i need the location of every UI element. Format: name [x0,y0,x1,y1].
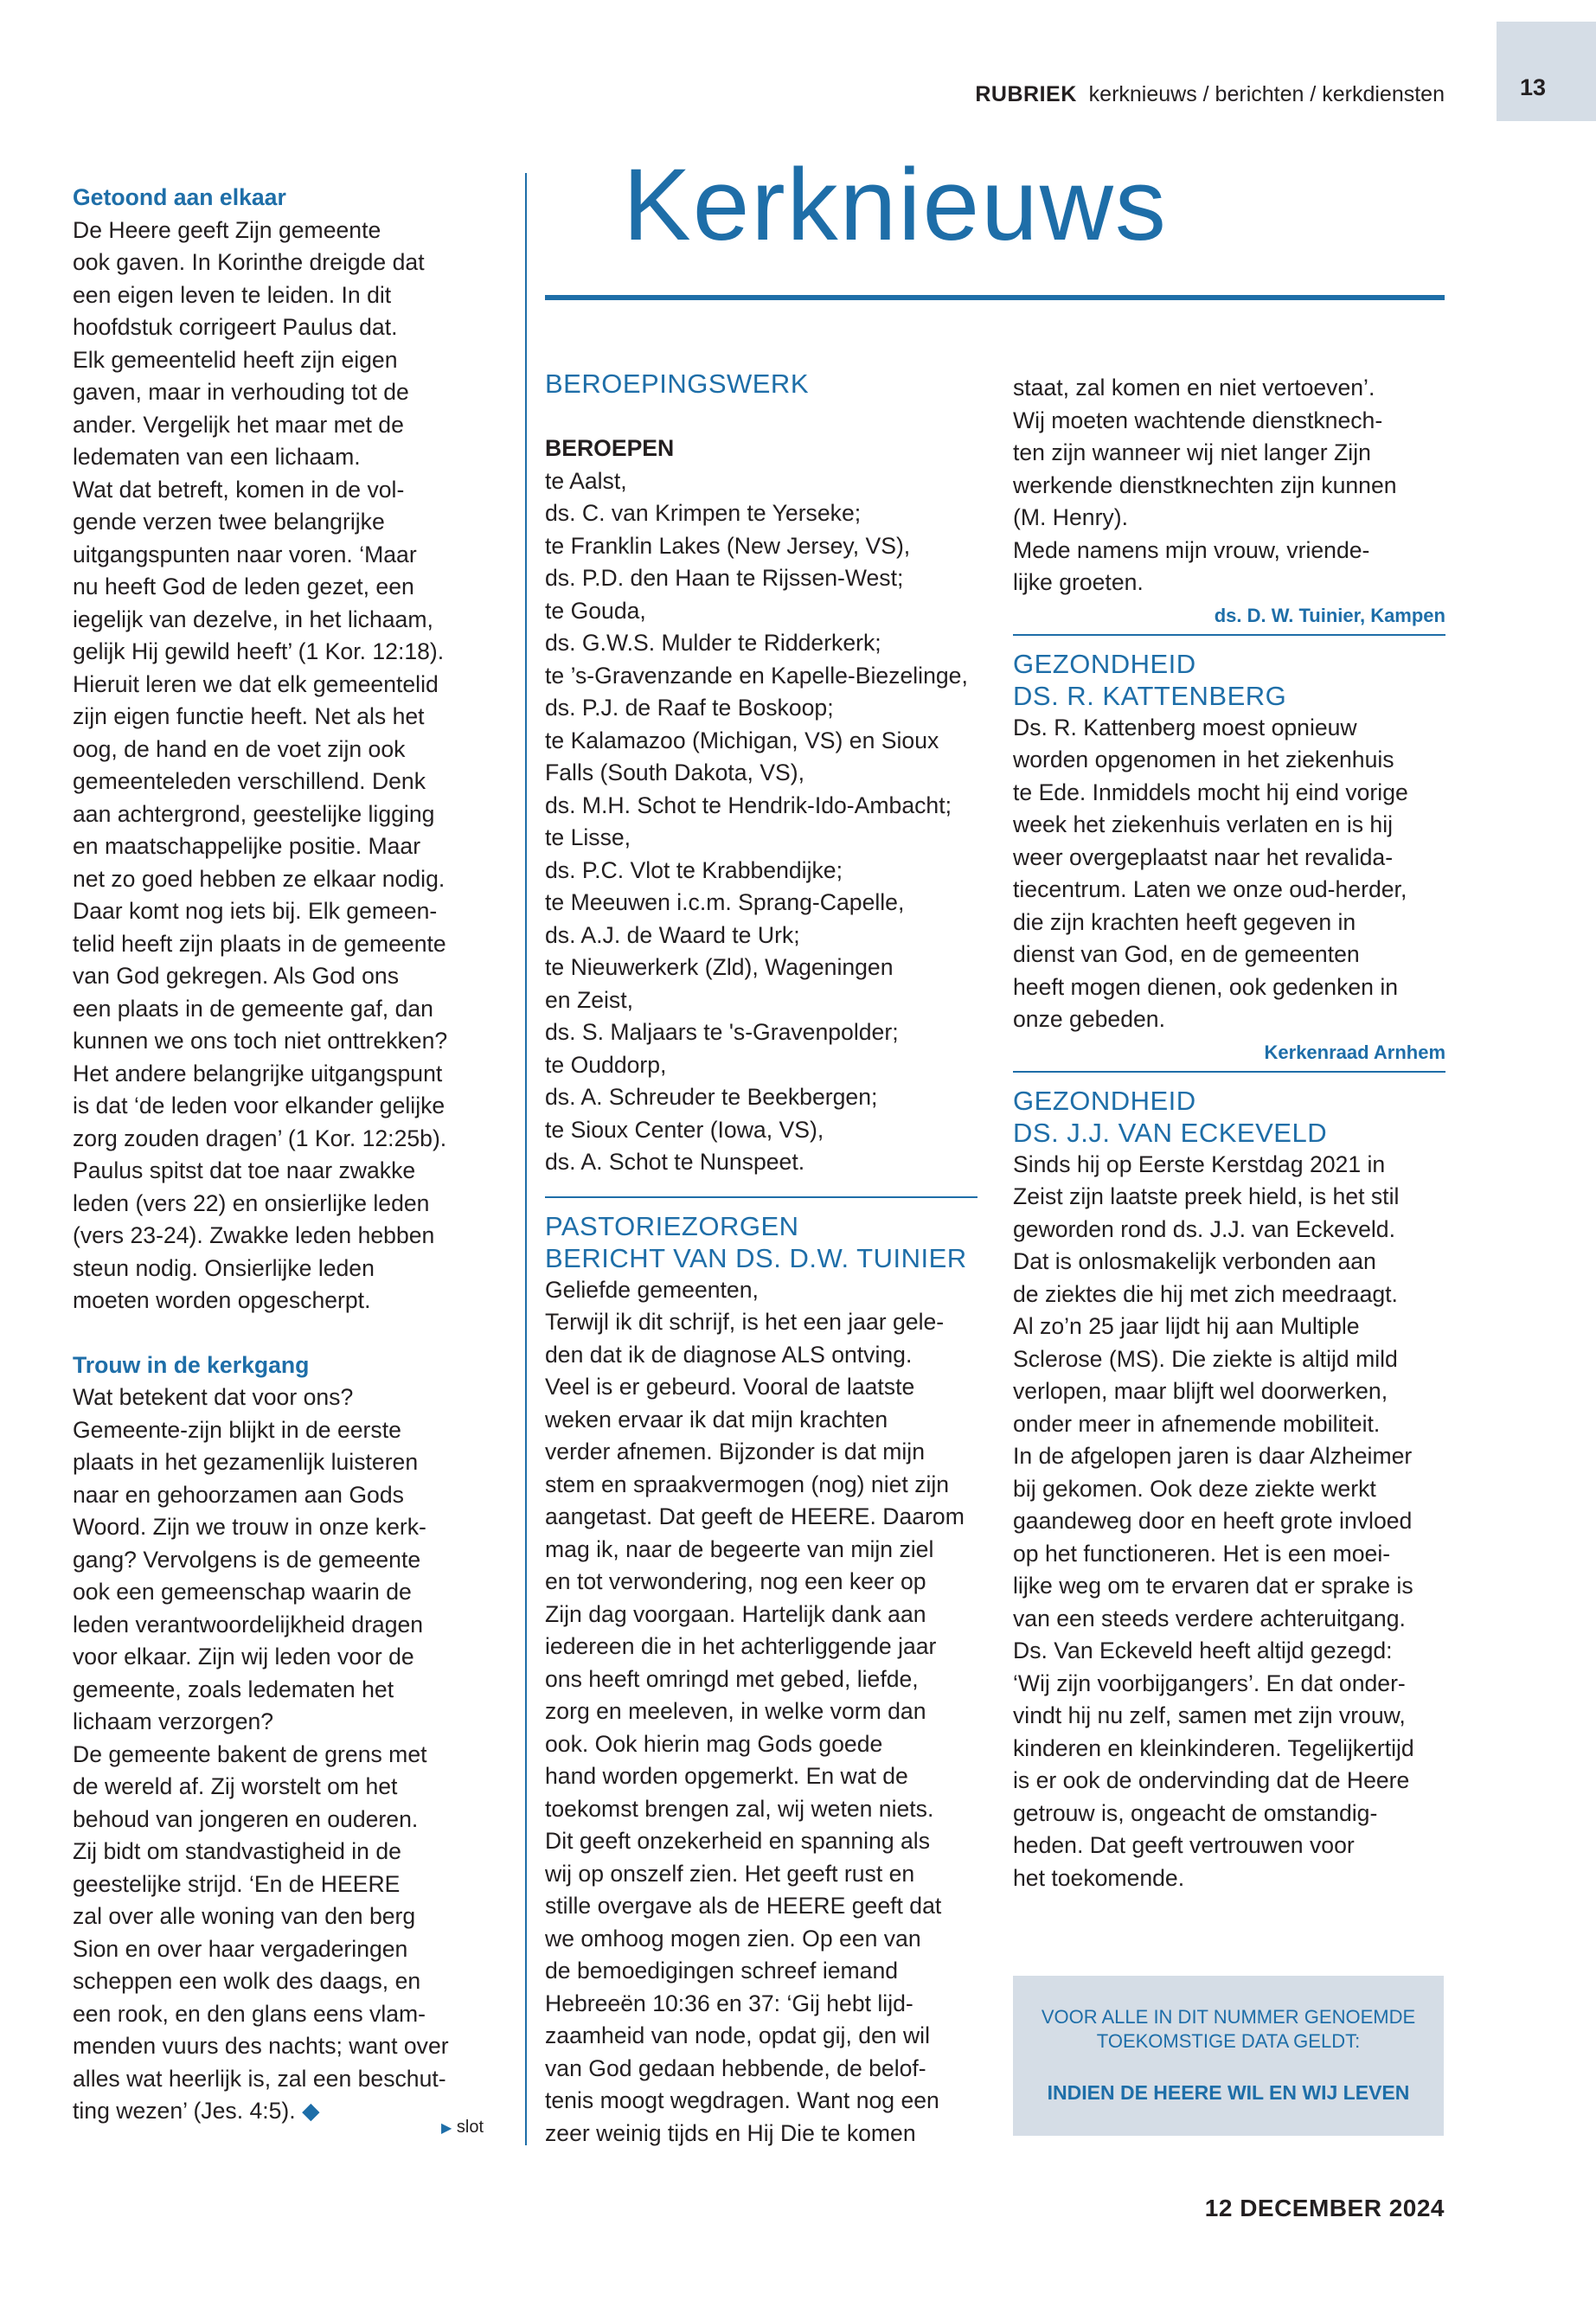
section-body-getoond [73,215,505,1317]
text-line: leden (vers 22) en onsierlijke leden [73,1189,430,1216]
text-line: Terwijl ik dit schrijf, is het een jaar gele- [545,1309,945,1335]
text-line: staat, zal komen en niet vertoeven’. [1013,375,1375,401]
text-line: Hieruit leren we dat elk gemeentelid [73,670,439,697]
text-line: ‘Wij zijn voorbijgangers’. En dat onder- [1013,1670,1406,1696]
pastoriezorgen-continuation [1013,372,1445,599]
text-line: hand worden opgemerkt. En wat de [545,1763,908,1789]
text-line: te Kalamazoo (Michigan, VS) en Sioux [545,727,939,753]
text-line: zorg zouden dragen’ (1 Kor. 12:25b). [73,1125,447,1151]
text-line: Wat dat betreft, komen in de vol- [73,476,405,503]
text-line: heeft mogen dienen, ook gedenken in [1013,973,1399,1000]
text-line: kunnen we ons toch niet onttrekken? [73,1028,448,1054]
text-line: zijn eigen functie heeft. Net als het [73,703,425,729]
kattenberg-body [1013,712,1445,1036]
right-column [1013,372,1445,1894]
text-line: vindt hij nu zelf, samen met zijn vrouw, [1013,1702,1406,1728]
pastoriezorgen-title-1: PASTORIEZORGEN [545,1210,799,1241]
text-line: van een steeds verdere achteruitgang. [1013,1605,1406,1631]
text-line: lijke weg om te ervaren dat er sprake is [1013,1573,1413,1599]
text-line: gaandeweg door en heeft grote invloed [1013,1508,1413,1534]
text-line: lichaam verzorgen? [73,1708,274,1734]
section-rule [1013,1071,1445,1073]
text-line: Elk gemeentelid heeft zijn eigen [73,346,398,373]
pastoriezorgen-body [545,1274,977,2150]
text-line: op het functioneren. Het is een moei- [1013,1540,1391,1567]
text-line: zorg en meeleven, in welke vorm dan [545,1698,926,1724]
text-line: moeten worden opgescherpt. [73,1287,371,1313]
text-line: van God gekregen. Als God ons [73,963,399,989]
text-line: zal over alle woning van den berg [73,1903,416,1929]
text-line: kinderen en kleinkinderen. Tegelijkertijd [1013,1734,1414,1761]
text-line: is er ook de ondervinding dat de Heere [1013,1767,1410,1793]
text-line: stille overgave als de HEERE geeft dat [545,1893,942,1919]
text-line: Falls (South Dakota, VS), [545,760,805,785]
text-line: Ds. Van Eckeveld heeft altijd gezegd: [1013,1638,1393,1663]
text-line: uitgangspunten naar voren. ‘Maar [73,541,417,567]
text-line: heden. Dat geeft vertrouwen voor [1013,1832,1355,1858]
section-rule [545,1196,977,1198]
text-line: wij op onszelf zien. Het geeft rust en [545,1860,915,1887]
text-line: weer overgeplaatst naar het revalida- [1013,843,1394,870]
text-line: te ’s-Gravenzande en Kapelle-Biezelinge, [545,662,968,689]
text-line: stem en spraakvermogen (nog) niet zijn [545,1471,950,1497]
text-line: ons heeft omringd met gebed, liefde, [545,1665,919,1692]
text-line: scheppen een wolk des daags, en [73,1968,421,1994]
text-line: van God gedaan hebbende, de belof- [545,2054,926,2081]
text-line: Sion en over haar vergaderingen [73,1935,408,1962]
triangle-right-icon: ▶ [441,2121,452,2136]
text-line: ds. S. Maljaars te 's-Gravenpolder; [545,1019,899,1045]
text-line: Zeist zijn laatste preek hield, is het stil [1013,1183,1400,1209]
text-line: te Franklin Lakes (New Jersey, VS), [545,532,911,559]
text-line: naar en gehoorzamen aan Gods [73,1481,404,1508]
text-line: In de afgelopen jaren is daar Alzheimer [1013,1443,1413,1469]
text-line: Sinds hij op Eerste Kerstdag 2021 in [1013,1150,1386,1177]
text-line: een eigen leven te leiden. In dit [73,281,392,308]
text-line: zeer weinig tijds en Hij Die te komen [545,2119,916,2146]
text-line: gaven, maar in verhouding tot de [73,379,409,405]
text-line: en maatschappelijke positie. Maar [73,833,421,859]
text-line: gelijk Hij gewild heeft’ (1 Kor. 12:18). [73,638,445,664]
text-line: ook een gemeenschap waarin de [73,1579,412,1605]
eckeveld-title-1: GEZONDHEID [1013,1085,1196,1116]
text-line: Gemeente-zijn blijkt in de eerste [73,1416,401,1443]
text-line: ds. A.J. de Waard te Urk; [545,921,800,948]
text-line: week het ziekenhuis verlaten en is hij [1013,811,1394,837]
text-line: Veel is er gebeurd. Vooral de laatste [545,1374,915,1400]
text-line: te Nieuwerkerk (Zld), Wageningen [545,954,894,980]
text-line: bij gekomen. Ook deze ziekte werkt [1013,1475,1376,1502]
text-line: is dat ‘de leden voor elkander gelijke [73,1093,445,1118]
text-line: we omhoog mogen zien. Op een van [545,1925,921,1952]
text-line: Zijn dag voorgaan. Hartelijk dank aan [545,1600,926,1627]
text-line: te Gouda, [545,597,646,624]
text-line: voor elkaar. Zijn wij leden voor de [73,1644,414,1670]
text-line: geestelijke strijd. ‘En de HEERE [73,1870,401,1897]
section-heading-getoond: Getoond aan elkaar [73,184,286,210]
text-line: en tot verwondering, nog een keer op [545,1568,926,1594]
issue-date: 12 DECEMBER 2024 [1204,2195,1445,2221]
text-line: te Ouddorp, [545,1051,667,1078]
text-line: Hebreeën 10:36 en 37: ‘Gij hebt lijd- [545,1990,913,2016]
text-line: hoofdstuk corrigeert Paulus dat. [73,314,398,340]
text-line: Dat is onlosmakelijk verbonden aan [1013,1248,1376,1274]
notice-line-3: INDIEN DE HEERE WIL EN WIJ LEVEN [1047,2081,1410,2104]
text-line: ook gaven. In Korinthe dreigde dat [73,249,425,275]
text-line: de wereld af. Zij worstelt om het [73,1773,398,1799]
text-line: worden opgenomen in het ziekenhuis [1013,747,1394,772]
text-line: Dit geeft onzekerheid en spanning als [545,1828,931,1854]
page-title: Kerknieuws [623,148,1168,262]
text-line: nu heeft God de leden gezet, een [73,574,414,599]
text-line: Al zo’n 25 jaar lijdt hij aan Multiple [1013,1313,1360,1339]
beroepen-list [545,465,977,1179]
end-mark-icon: ◆ [302,2098,320,2124]
text-line: ds. M.H. Schot te Hendrik-Ido-Ambacht; [545,792,952,818]
text-line: onze gebeden. [1013,1006,1165,1032]
text-line: Geliefde gemeenten, [545,1276,759,1303]
text-line: lijke groeten. [1013,569,1144,595]
text-line: die zijn krachten heeft gegeven in [1013,908,1356,935]
text-line: het toekomende. [1013,1864,1185,1891]
text-line: Wij moeten wachtende dienstknech- [1013,407,1383,433]
text-line: ting wezen’ (Jes. 4:5). ◆ [73,2098,320,2124]
text-line: zaamheid van node, opdat gij, den wil [545,2022,931,2048]
text-line: tiecentrum. Laten we onze oud-herder, [1013,876,1407,902]
text-line: mag ik, naar de begeerte van mijn ziel [545,1535,934,1562]
continued-label: slot [456,2118,484,2137]
text-line: ds. C. van Krimpen te Yerseke; [545,500,862,526]
signature-kerkenraad: Kerkenraad Arnhem [1264,1041,1445,1063]
text-line: ds. P.J. de Raaf te Boskoop; [545,695,834,721]
text-line: gemeente, zoals ledematen het [73,1676,394,1702]
section-heading-trouw: Trouw in de kerkgang [73,1351,310,1378]
text-line: Ds. R. Kattenberg moest opnieuw [1013,714,1357,740]
text-line: ander. Vergelijk het maar met de [73,411,404,438]
notice-line-2: TOEKOMSTIGE DATA GELDT: [1096,2030,1361,2052]
text-line: toekomst brengen zal, wij weten niets. [545,1795,934,1822]
title-rule [545,295,1445,300]
left-column [73,182,505,2128]
text-line: gemeenteleden verschillend. Denk [73,768,426,794]
rubric-label: RUBRIEK [975,82,1077,106]
text-line: verlopen, maar blijft wel doorwerken, [1013,1378,1388,1404]
text-line: net zo goed hebben ze elkaar nodig. [73,865,445,892]
text-line: geworden rond ds. J.J. van Eckeveld. [1013,1215,1395,1242]
text-line: ds. P.D. den Haan te Rijssen-West; [545,565,904,591]
beroepingswerk-title: BEROEPINGSWERK [545,369,809,399]
notice-line-1: VOOR ALLE IN DIT NUMMER GENOEMDE [1041,2006,1416,2028]
text-line: telid heeft zijn plaats in de gemeente [73,930,446,957]
text-line: den dat ik de diagnose ALS ontving. [545,1341,913,1368]
text-line: de bemoedigingen schreef iemand [545,1958,899,1984]
text-line: De Heere geeft Zijn gemeente [73,216,381,243]
section-rule [1013,634,1445,636]
text-line: aan achtergrond, geestelijke ligging [73,800,435,827]
page-header [975,82,1445,107]
text-line: dienst van God, en de gemeenten [1013,941,1360,967]
page-number: 13 [1520,74,1547,100]
text-line: weken ervaar ik dat mijn krachten [545,1406,888,1433]
text-line: gang? Vervolgens is de gemeente [73,1546,421,1573]
text-line: ds. A. Schot te Nunspeet. [545,1149,805,1175]
text-line: Wat betekent dat voor ons? [73,1384,354,1410]
text-line: te Lisse, [545,824,631,850]
notice-box [1013,1976,1444,2136]
text-line: ds. G.W.S. Mulder te Ridderkerk; [545,630,881,656]
text-line: ds. A. Schreuder te Beekbergen; [545,1084,878,1110]
text-line: plaats in het gezamenlijk luisteren [73,1449,419,1475]
text-line: Woord. Zijn we trouw in onze kerk- [73,1514,426,1540]
rubric-sections: kerknieuws / berichten / kerkdiensten [1088,82,1445,106]
text-line: leden verantwoordelijkheid dragen [73,1611,424,1638]
text-line: iedereen die in het achterliggende jaar [545,1633,937,1659]
text-line: Daar komt nog iets bij. Elk gemeen- [73,898,438,924]
text-line: (vers 23-24). Zwakke leden hebben [73,1222,435,1248]
signature-tuinier: ds. D. W. Tuinier, Kampen [1214,604,1445,626]
text-line: Mede namens mijn vrouw, vriende- [1013,536,1370,563]
middle-column [545,368,977,2150]
text-line: ds. P.C. Vlot te Krabbendijke; [545,856,843,883]
text-line: en Zeist, [545,986,633,1013]
text-line: onder meer in afnemende mobiliteit. [1013,1410,1381,1437]
continued-indicator [441,2118,484,2138]
text-line: ook. Ook hierin mag Gods goede [545,1730,883,1757]
kattenberg-title-1: GEZONDHEID [1013,648,1196,679]
text-line: verder afnemen. Bijzonder is dat mijn [545,1439,926,1465]
section-body-trouw [73,1381,505,2128]
text-line: (M. Henry). [1013,504,1128,530]
text-line: menden vuurs des nachts; want over [73,2033,449,2059]
text-line: te Sioux Center (Iowa, VS), [545,1116,824,1143]
text-line: steun nodig. Onsierlijke leden [73,1254,375,1281]
text-line: ledematen van een lichaam. [73,444,361,470]
text-line: een plaats in de gemeente gaf, dan [73,995,433,1022]
text-line: De gemeente bakent de grens met [73,1740,427,1767]
text-line: gende verzen twee belangrijke [73,509,385,535]
text-line: iegelijk van dezelve, in het lichaam, [73,606,433,632]
column-divider [525,173,527,2145]
text-line: aangetast. Dat geeft de HEERE. Daarom [545,1503,965,1529]
text-line: Zij bidt om standvastigheid in de [73,1838,401,1864]
text-line: ten zijn wanneer wij niet langer Zijn [1013,439,1371,465]
text-line: te Aalst, [545,467,627,494]
text-line: behoud van jongeren en ouderen. [73,1805,419,1832]
text-line: oog, de hand en de voet zijn ook [73,735,406,762]
page-number-tab [1497,22,1596,121]
eckeveld-body [1013,1149,1445,1895]
text-line: Het andere belangrijke uitgangspunt [73,1060,443,1086]
kattenberg-title-2: DS. R. KATTENBERG [1013,680,1287,711]
text-line: werkende dienstknechten zijn kunnen [1013,471,1397,498]
text-line: getrouw is, ongeacht de omstandig- [1013,1799,1378,1826]
text-line: Sclerose (MS). Die ziekte is altijd mild [1013,1345,1398,1372]
text-line: te Meeuwen i.c.m. Sprang-Capelle, [545,889,905,915]
text-line: de ziektes die hij met zich meedraagt. [1013,1280,1398,1307]
beroepen-subheading: BEROEPEN [545,435,675,461]
text-line: te Ede. Inmiddels mocht hij eind vorige [1013,779,1408,805]
text-line: een rook, en den glans eens vlam- [73,2000,426,2027]
text-line: tenis moogt wegdragen. Want nog een [545,2087,939,2113]
eckeveld-title-2: DS. J.J. VAN ECKEVELD [1013,1117,1328,1148]
pastoriezorgen-title-2: BERICHT VAN DS. D.W. TUINIER [545,1242,967,1273]
text-line: Paulus spitst dat toe naar zwakke [73,1157,416,1183]
text-line: alles wat heerlijk is, zal een beschut- [73,2065,446,2092]
